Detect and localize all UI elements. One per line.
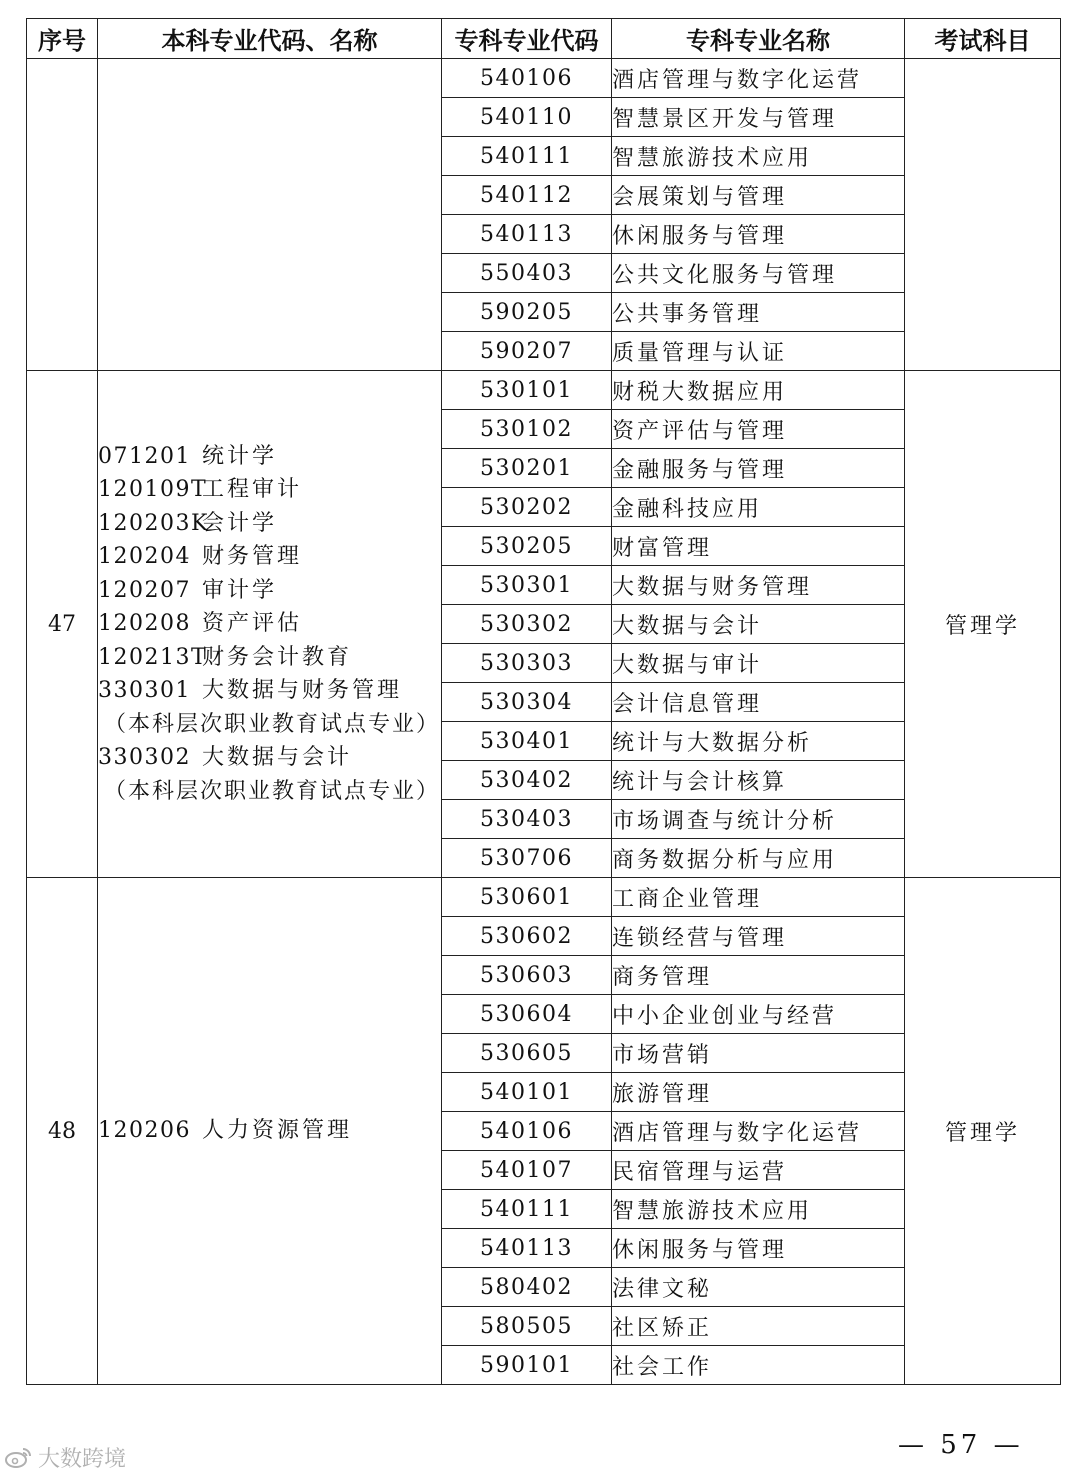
bachelor-major-item — [98, 641, 441, 675]
associate-major-name: 财富管理 — [612, 527, 905, 566]
header-code: 专科专业代码 — [442, 19, 612, 59]
associate-major-code: 530603 — [442, 956, 612, 995]
associate-major-code: 530101 — [442, 371, 612, 410]
associate-major-name: 智慧旅游技术应用 — [612, 1190, 905, 1229]
seq-cell: 47 — [27, 371, 98, 878]
exam-subject-cell: 管理学 — [905, 371, 1061, 878]
associate-major-name: 休闲服务与管理 — [612, 215, 905, 254]
bachelor-major-item — [98, 1114, 441, 1148]
associate-major-code: 540113 — [442, 1229, 612, 1268]
page-number: — 57 — — [898, 1430, 1024, 1460]
associate-major-name: 统计与大数据分析 — [612, 722, 905, 761]
associate-major-name: 大数据与会计 — [612, 605, 905, 644]
bachelor-major-item — [98, 607, 441, 641]
associate-major-code: 530202 — [442, 488, 612, 527]
associate-major-name: 财税大数据应用 — [612, 371, 905, 410]
associate-major-name: 社区矫正 — [612, 1307, 905, 1346]
associate-major-name: 旅游管理 — [612, 1073, 905, 1112]
bachelor-major-code: 120204 — [98, 544, 191, 570]
associate-major-code: 530602 — [442, 917, 612, 956]
associate-major-name: 会展策划与管理 — [612, 176, 905, 215]
bachelor-major-code: 120203K — [98, 510, 209, 536]
bachelor-major-code: 120208 — [98, 611, 191, 637]
associate-major-name: 商务管理 — [612, 956, 905, 995]
associate-major-name: 金融科技应用 — [612, 488, 905, 527]
associate-major-name: 社会工作 — [612, 1346, 905, 1385]
associate-major-code: 530601 — [442, 878, 612, 917]
bachelor-majors-cell — [98, 878, 442, 1385]
bachelor-major-name: 资产评估 — [202, 611, 303, 637]
associate-major-code: 530301 — [442, 566, 612, 605]
bachelor-major-item — [98, 507, 441, 541]
bachelor-major-code: 120207 — [98, 577, 191, 603]
associate-major-code: 590205 — [442, 293, 612, 332]
associate-major-name: 民宿管理与运营 — [612, 1151, 905, 1190]
seq-cell: 48 — [27, 878, 98, 1385]
table-row — [27, 371, 1061, 410]
associate-major-code: 580402 — [442, 1268, 612, 1307]
associate-major-code: 530403 — [442, 800, 612, 839]
associate-major-name: 工商企业管理 — [612, 878, 905, 917]
bachelor-majors-list — [98, 1114, 441, 1148]
bachelor-majors-list — [98, 440, 441, 809]
associate-major-code: 530102 — [442, 410, 612, 449]
bachelor-major-name: 财务管理 — [202, 544, 303, 570]
bachelor-major-item — [98, 574, 441, 608]
associate-major-name: 市场营销 — [612, 1034, 905, 1073]
associate-major-code: 530303 — [442, 644, 612, 683]
associate-major-code: 540106 — [442, 1112, 612, 1151]
bachelor-major-note: （本科层次职业教育试点专业） — [104, 711, 441, 737]
associate-major-code: 540107 — [442, 1151, 612, 1190]
associate-major-name: 会计信息管理 — [612, 683, 905, 722]
associate-major-code: 530605 — [442, 1034, 612, 1073]
bachelor-major-code: 120213T — [98, 644, 208, 670]
bachelor-major-code: 120109T — [98, 477, 208, 503]
associate-major-code: 530401 — [442, 722, 612, 761]
watermark-text: 大数跨境 — [38, 1447, 127, 1472]
associate-major-code: 530201 — [442, 449, 612, 488]
header-seq: 序号 — [27, 19, 98, 59]
associate-major-code: 530402 — [442, 761, 612, 800]
bachelor-major-name: 工程审计 — [202, 477, 303, 503]
associate-major-name: 酒店管理与数字化运营 — [612, 1112, 905, 1151]
associate-major-code: 540106 — [442, 59, 612, 98]
bachelor-major-name: 大数据与会计 — [202, 745, 353, 771]
associate-major-name: 智慧旅游技术应用 — [612, 137, 905, 176]
associate-major-code: 530304 — [442, 683, 612, 722]
header-row — [27, 19, 1061, 59]
bachelor-major-note: （本科层次职业教育试点专业） — [104, 778, 441, 804]
bachelor-major-item — [98, 741, 441, 775]
weibo-logo-icon — [4, 1446, 34, 1470]
associate-major-name: 连锁经营与管理 — [612, 917, 905, 956]
exam-subject-cell: 管理学 — [905, 878, 1061, 1385]
associate-major-code: 530706 — [442, 839, 612, 878]
header-name: 专科专业名称 — [612, 19, 905, 59]
bachelor-major-name: 大数据与财务管理 — [202, 678, 403, 704]
bachelor-major-name: 人力资源管理 — [202, 1118, 353, 1144]
associate-major-code: 530604 — [442, 995, 612, 1034]
bachelor-major-code: 120206 — [98, 1118, 191, 1144]
associate-major-name: 公共文化服务与管理 — [612, 254, 905, 293]
bachelor-major-item — [98, 473, 441, 507]
table-row — [27, 59, 1061, 98]
associate-major-code: 540112 — [442, 176, 612, 215]
bachelor-major-code: 330302 — [98, 745, 191, 771]
bachelor-majors-cell — [98, 371, 442, 878]
associate-major-code: 580505 — [442, 1307, 612, 1346]
associate-major-name: 中小企业创业与经营 — [612, 995, 905, 1034]
associate-major-name: 质量管理与认证 — [612, 332, 905, 371]
associate-major-name: 大数据与审计 — [612, 644, 905, 683]
bachelor-major-item — [98, 440, 441, 474]
associate-major-name: 休闲服务与管理 — [612, 1229, 905, 1268]
associate-major-name: 市场调查与统计分析 — [612, 800, 905, 839]
associate-major-code: 530205 — [442, 527, 612, 566]
associate-major-name: 公共事务管理 — [612, 293, 905, 332]
bachelor-major-item — [98, 674, 441, 708]
bachelor-major-name: 财务会计教育 — [202, 644, 353, 670]
associate-major-code: 540110 — [442, 98, 612, 137]
seq-cell — [27, 59, 98, 371]
exam-subject-cell — [905, 59, 1061, 371]
bachelor-major-name: 会计学 — [202, 510, 278, 536]
associate-major-name: 商务数据分析与应用 — [612, 839, 905, 878]
watermark — [4, 1442, 126, 1473]
bachelor-major-name: 审计学 — [202, 577, 278, 603]
bachelor-major-item — [98, 540, 441, 574]
bachelor-major-name: 统计学 — [202, 443, 278, 469]
header-bachelor: 本科专业代码、名称 — [98, 19, 442, 59]
associate-major-code: 590101 — [442, 1346, 612, 1385]
associate-major-code: 540111 — [442, 1190, 612, 1229]
table-row — [27, 878, 1061, 917]
table-body — [27, 59, 1061, 1385]
bachelor-majors-cell — [98, 59, 442, 371]
associate-major-name: 法律文秘 — [612, 1268, 905, 1307]
associate-major-code: 540111 — [442, 137, 612, 176]
associate-major-name: 智慧景区开发与管理 — [612, 98, 905, 137]
majors-table — [26, 18, 1061, 1385]
associate-major-name: 资产评估与管理 — [612, 410, 905, 449]
header-subject: 考试科目 — [905, 19, 1061, 59]
associate-major-code: 530302 — [442, 605, 612, 644]
associate-major-code: 590207 — [442, 332, 612, 371]
associate-major-code: 550403 — [442, 254, 612, 293]
associate-major-name: 金融服务与管理 — [612, 449, 905, 488]
bachelor-major-code: 071201 — [98, 443, 191, 469]
associate-major-name: 大数据与财务管理 — [612, 566, 905, 605]
associate-major-name: 酒店管理与数字化运营 — [612, 59, 905, 98]
associate-major-code: 540113 — [442, 215, 612, 254]
bachelor-major-code: 330301 — [98, 678, 191, 704]
associate-major-name: 统计与会计核算 — [612, 761, 905, 800]
associate-major-code: 540101 — [442, 1073, 612, 1112]
